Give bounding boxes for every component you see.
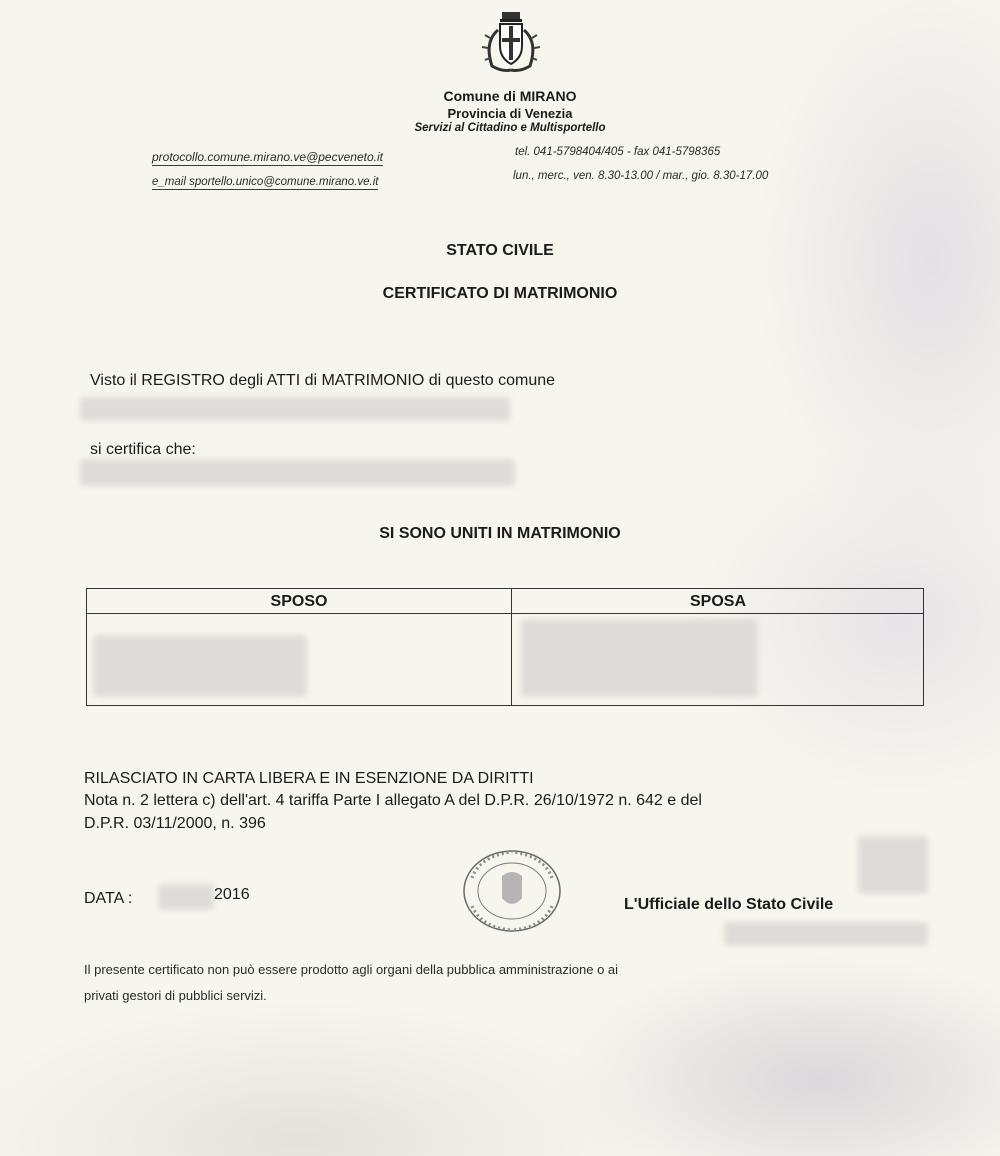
date-label: DATA : — [84, 890, 133, 907]
redacted-date — [158, 884, 214, 910]
officer-title: L'Ufficiale dello Stato Civile — [624, 896, 834, 913]
document-title: CERTIFICATO DI MATRIMONIO — [382, 285, 618, 302]
email-address: e_mail sportello.unico@comune.mirano.ve.it — [152, 176, 379, 188]
redacted-line — [80, 459, 515, 486]
redacted-line — [80, 397, 510, 421]
province-name: Provincia di Venezia — [447, 106, 573, 121]
column-header-sposa: SPOSA — [689, 593, 746, 610]
office-name: Servizi al Cittadino e Multisportello — [414, 122, 606, 134]
section-title: STATO CIVILE — [446, 242, 554, 259]
date-year: 2016 — [214, 886, 250, 903]
coat-of-arms-icon — [478, 10, 544, 80]
exemption-note: RILASCIATO IN CARTA LIBERA E IN ESENZIONE DA DIRITTI — [84, 770, 534, 787]
redacted-sposa-details — [521, 619, 757, 697]
column-header-sposo: SPOSO — [270, 593, 328, 610]
footer-disclaimer-cont: privati gestori di pubblici servizi. — [84, 988, 267, 1003]
office-hours: lun., merc., ven. 8.30-13.00 / mar., gio. 8.30-17.00 — [513, 170, 769, 182]
pec-address: protocollo.comune.mirano.ve@pecveneto.it — [152, 150, 383, 164]
legal-reference: Nota n. 2 lettera c) dell'art. 4 tariffa Parte I allegato A del D.P.R. 26/10/1972 n. 642 e del — [84, 792, 702, 809]
registry-statement: Visto il REGISTRO degli ATTI di MATRIMONIO di questo comune — [90, 372, 556, 389]
municipality-name: Comune di MIRANO — [443, 88, 577, 104]
redacted-signature — [858, 836, 928, 894]
official-stamp-icon — [460, 848, 564, 934]
phone-fax: tel. 041-5798404/405 - fax 041-5798365 — [515, 146, 721, 158]
certification-statement: si certifica che: — [90, 441, 196, 458]
spouses-table — [86, 588, 924, 706]
redacted-officer-name — [724, 922, 928, 946]
redacted-sposo-details — [93, 635, 307, 697]
legal-reference-cont: D.P.R. 03/11/2000, n. 396 — [84, 815, 266, 832]
marriage-heading: SI SONO UNITI IN MATRIMONIO — [379, 525, 621, 542]
footer-disclaimer: Il presente certificato non può essere prodotto agli organi della pubblica amministrazione o ai — [84, 962, 619, 977]
